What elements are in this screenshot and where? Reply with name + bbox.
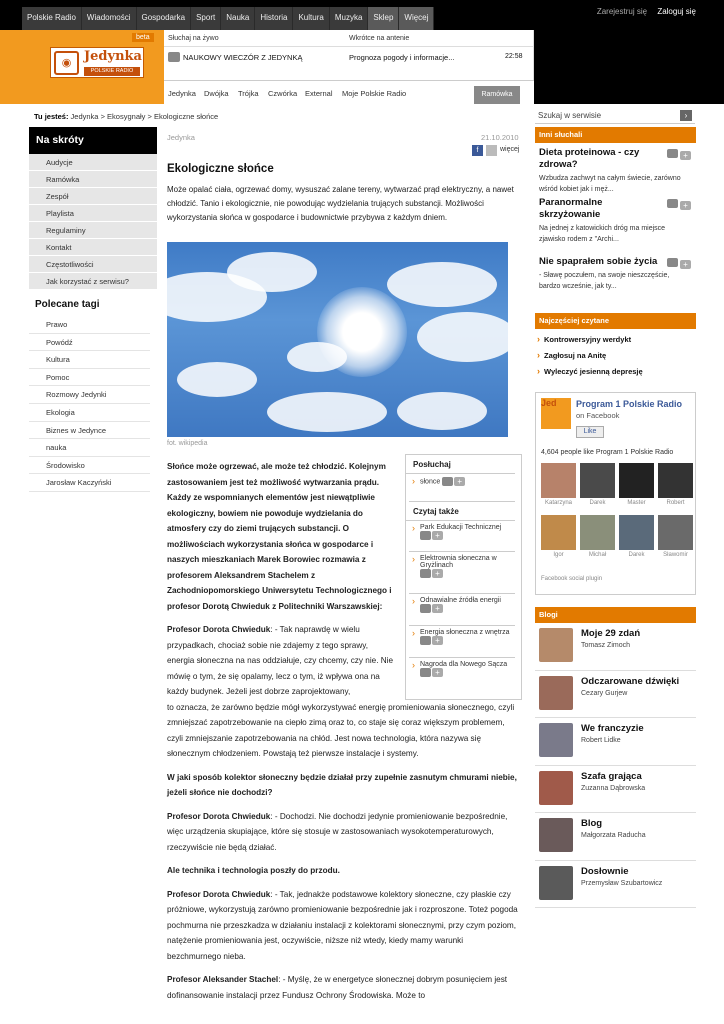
- others-item-desc: Wzbudza zachwyt na całym świecie, zarówno wśród kobiet jak i męż...: [539, 175, 681, 193]
- facebook-on: on Facebook: [576, 411, 620, 420]
- top-bar: [0, 0, 724, 30]
- next-time: 22:58: [505, 53, 523, 60]
- cloud: [267, 392, 387, 432]
- play-icon[interactable]: [442, 477, 453, 486]
- most-read-list: [535, 329, 696, 380]
- facebook-plugin-label: Facebook social plugin: [541, 576, 603, 582]
- add-icon[interactable]: +: [680, 201, 691, 210]
- fan-avatar[interactable]: [658, 515, 693, 550]
- paragraph-text: : - Dochodzi. Nie dochodzi jedynie promieniowanie bezpośrednie, więc urządzenia skupiające, które się stosuje w zastosowaniach wysokotemperaturowych, rzeczywiście nie będą działać.: [167, 811, 508, 852]
- play-icon[interactable]: [420, 668, 431, 677]
- play-icon[interactable]: [420, 636, 431, 645]
- share-bar: [472, 145, 522, 157]
- audio-item: [409, 474, 515, 502]
- add-icon[interactable]: +: [432, 531, 443, 540]
- blog-avatar: [539, 628, 573, 662]
- article-category[interactable]: Jedynka: [167, 133, 195, 142]
- blog-author: Zuzanna Dąbrowska: [581, 784, 646, 792]
- paragraph: [167, 622, 395, 700]
- breadcrumb-jedynka[interactable]: Jedynka: [70, 112, 99, 121]
- facebook-icon[interactable]: f: [472, 145, 483, 156]
- related-item: [409, 594, 515, 626]
- tag-item[interactable]: Biznes w Jedynce: [29, 422, 150, 440]
- play-icon[interactable]: [420, 604, 431, 613]
- topnav-polskie-radio[interactable]: Polskie Radio: [22, 7, 82, 30]
- related-item: [409, 626, 515, 658]
- play-icon[interactable]: [420, 531, 431, 540]
- cloud: [397, 392, 487, 430]
- blog-avatar: [539, 723, 573, 757]
- beta-badge: beta: [132, 33, 154, 42]
- paragraph: [167, 972, 519, 1003]
- topnav-wiecej[interactable]: Więcej: [399, 7, 434, 30]
- tag-item[interactable]: Jarosław Kaczyński: [29, 474, 150, 492]
- fan-name: Igor: [553, 552, 564, 558]
- blog-title[interactable]: Odczarowane dźwięki: [581, 675, 680, 687]
- most-read-item[interactable]: › Wyleczyć jesienną depresję: [535, 364, 696, 380]
- tags-list: [29, 316, 157, 492]
- paragraph-text: : - Myślę, że w energetyce słonecznej dobrym posunięciem jest dofinansowanie instalacji przez Fundusz Ochrony Środowiska. Może to: [167, 975, 508, 1000]
- coming-soon-label: Wkrótce na antenie: [349, 35, 410, 42]
- play-icon[interactable]: [667, 149, 678, 158]
- shortcut-kontakt[interactable]: Kontakt: [29, 239, 157, 256]
- related-link[interactable]: › Nagroda dla Nowego Sącza: [420, 661, 508, 668]
- tag-item[interactable]: Rozmowy Jedynki: [29, 386, 150, 404]
- question: Ale technika i technologia poszły do przodu.: [167, 866, 340, 875]
- others-listened-title: Inni słuchali: [535, 127, 696, 143]
- fan-avatar[interactable]: [580, 515, 615, 550]
- cloud: [387, 262, 497, 307]
- fan-name: Sławomir: [663, 552, 688, 558]
- read-also-title: Czytaj także: [406, 502, 515, 521]
- photo-credit: fot. wikipedia: [167, 440, 208, 447]
- subnav-czworka[interactable]: Czwórka: [268, 89, 298, 98]
- player-divider: [164, 46, 534, 47]
- others-item: [535, 193, 696, 252]
- paragraph: to oznacza, że zarówno będzie mógł wykorzystywać energię promieniowania słonecznego, czyli zmniejszać zapotrzebowanie na ciepło zimą oraz to, co staje się coraz większym problemem, czyli zmniejszanie zapotrzebowania na chłód. Jest nowa technologia, która nazywa się słonecznym chłodzeniem. Powstają też pierwsze instalacje i systemy.: [167, 702, 515, 758]
- related-link[interactable]: › Park Edukacji Technicznej: [420, 524, 502, 531]
- add-icon[interactable]: +: [680, 151, 691, 160]
- tag-item[interactable]: Środowisko: [29, 457, 150, 475]
- fan-avatar[interactable]: [619, 515, 654, 550]
- add-icon[interactable]: +: [432, 636, 443, 645]
- add-icon[interactable]: +: [432, 569, 443, 578]
- cloud: [287, 342, 347, 372]
- related-box: [405, 454, 522, 700]
- cloud: [227, 252, 317, 292]
- related-link[interactable]: › Energia słoneczna z wnętrza: [420, 629, 510, 636]
- speaker: Profesor Dorota Chwieduk: [167, 889, 271, 899]
- article-lead: Może opalać ciała, ogrzewać domy, wysuszać zalane tereny, wytwarzać prąd elektryczny, a nawet chłodzić. Tanio i ekologicznie, nie powodując wydzielania trujących substancji. Możliwości wykorzystania słońca w gospodarce i budownictwie przybywa z każdym dniem.: [167, 185, 514, 222]
- speaker: Profesor Aleksander Stachel: [167, 975, 279, 984]
- shortcut-ramowka[interactable]: Ramówka: [29, 171, 157, 188]
- shortcuts-menu: [29, 154, 157, 290]
- others-item-desc: - Sławę poczułem, na swoje nieszczęście, bardzo wcześnie, jak ty...: [539, 272, 670, 290]
- topnav-wiadomosci[interactable]: Wiadomości: [82, 7, 137, 30]
- article-date: 21.10.2010: [481, 133, 519, 142]
- cloud: [417, 312, 508, 362]
- next-program[interactable]: Prognoza pogody i informacje...: [349, 53, 455, 62]
- blog-title[interactable]: Blog: [581, 818, 603, 829]
- search-box: [535, 108, 695, 124]
- facebook-box: [535, 392, 696, 595]
- blog-avatar: [539, 818, 573, 852]
- fan-avatar[interactable]: [541, 515, 576, 550]
- audio-controls: [667, 258, 691, 269]
- most-read-item[interactable]: › Kontrowersyjny werdykt: [535, 332, 696, 348]
- subnav-external[interactable]: External: [305, 89, 333, 98]
- others-item-title[interactable]: Nie spaprałem sobie życia: [539, 256, 658, 267]
- topnav-muzyka[interactable]: Muzyka: [330, 7, 369, 30]
- blog-author: Robert Lidke: [581, 737, 621, 744]
- facebook-page-name[interactable]: [576, 399, 691, 421]
- most-read-title: Najczęściej czytane: [535, 313, 696, 329]
- fan-name: Robert: [666, 500, 685, 506]
- search-input[interactable]: Szukaj w serwisie: [538, 111, 602, 120]
- add-icon[interactable]: +: [432, 668, 443, 677]
- speaker: Profesor Dorota Chwieduk: [167, 811, 271, 821]
- like-button[interactable]: Like: [576, 426, 604, 438]
- subnav-moje-polskie-radio[interactable]: Moje Polskie Radio: [342, 89, 407, 98]
- breadcrumb-ekosygnaly[interactable]: Ekosygnały: [107, 112, 146, 121]
- blog-author: Przemysław Szubartowicz: [581, 879, 663, 887]
- tag-item[interactable]: Pomoc: [29, 369, 150, 387]
- play-icon[interactable]: [667, 199, 678, 208]
- shortcut-regulaminy[interactable]: Regulaminy: [29, 222, 157, 239]
- topnav-sklep[interactable]: Sklep: [368, 7, 399, 30]
- mail-icon[interactable]: [486, 145, 497, 156]
- shortcut-audycje[interactable]: Audycje: [29, 154, 157, 171]
- related-item: [409, 521, 515, 552]
- tags-title: Polecane tagi: [35, 299, 100, 310]
- topnav-nauka[interactable]: Nauka: [221, 7, 255, 30]
- fan-name: Michał: [588, 552, 607, 558]
- blog-author: Cezary Gurjew: [581, 689, 628, 697]
- blog-title[interactable]: Moje 29 zdań: [581, 628, 641, 639]
- logo-block: [0, 30, 164, 104]
- subnav-trojka[interactable]: Trójka: [238, 89, 259, 98]
- paragraph-text: : - Tak naprawdę w wielu przypadkach, chociaż sobie nie zdajemy z tego sprawy, energia słoneczna na nas oddziałuje, czy chcemy, czy nie. Nie mówię o tym, że się opalamy, lecz o tym, iż wpływa ona na każdy budynek. Jeżeli jest dobrze zaprojektowany,: [167, 625, 394, 696]
- right-sidebar: [535, 127, 696, 887]
- topnav-kultura[interactable]: Kultura: [293, 7, 329, 30]
- others-item: [535, 252, 696, 313]
- listen-live-label: Słuchaj na żywo: [168, 35, 219, 42]
- related-item: [409, 658, 515, 690]
- facebook-page-title[interactable]: Program 1 Polskie Radio: [576, 399, 683, 409]
- add-icon[interactable]: +: [454, 477, 465, 486]
- paragraph: [167, 887, 519, 965]
- topnav-gospodarka[interactable]: Gospodarka: [137, 7, 192, 30]
- others-item-title[interactable]: Paranormalne skrzyżowanie: [539, 197, 603, 220]
- radio-logo-icon: ◉: [54, 51, 79, 75]
- more-link[interactable]: więcej: [500, 146, 520, 153]
- blog-avatar: [539, 866, 573, 900]
- tag-item[interactable]: Powódź: [29, 334, 150, 352]
- register-link[interactable]: Zarejestruj się: [596, 7, 648, 16]
- blog-title[interactable]: Dosłownie: [581, 865, 629, 877]
- subnav-jedynka[interactable]: Jedynka: [168, 89, 196, 98]
- play-icon[interactable]: [420, 569, 431, 578]
- shortcut-czestotliwosci[interactable]: Częstotliwości: [29, 256, 157, 273]
- audio-controls: [667, 199, 691, 210]
- breadcrumb: Tu jesteś: Jedynka > Ekosygnały > Ekologiczne słońce: [34, 112, 219, 121]
- login-link[interactable]: Zaloguj się: [657, 7, 696, 16]
- paragraph-text: : - Tak, jednakże podstawowe kolektory słoneczne, czy płaskie czy próżniowe, wykorzystują zarówno promieniowanie bezpośrednie jak i rozproszone. Toteż pogoda pochmurna nie przeszkadza w działaniu instalacji z kolektorami słonecznymi, przy czym poziom, natężenie promieniowania jest, oczywiście, niższe niż wtedy, kiedy mamy warunki bezchmurnego nieba.: [167, 889, 518, 961]
- listen-title: Posłuchaj: [406, 455, 515, 474]
- ramowka-button[interactable]: Ramówka: [474, 86, 520, 104]
- blog-item[interactable]: [535, 623, 696, 671]
- fan-name: Katarzyna: [544, 500, 572, 506]
- blog-item[interactable]: [535, 861, 696, 909]
- shortcuts-title: Na skróty: [29, 127, 157, 154]
- shortcut-zespol[interactable]: Zespół: [29, 188, 157, 205]
- add-icon[interactable]: +: [432, 604, 443, 613]
- fan-avatar[interactable]: [619, 463, 654, 498]
- audio-title[interactable]: słonce: [420, 478, 441, 486]
- auth-links: [589, 7, 696, 16]
- cloud: [177, 362, 257, 397]
- others-item: [535, 143, 696, 193]
- topnav-sport[interactable]: Sport: [191, 7, 221, 30]
- search-button[interactable]: ›: [680, 110, 692, 121]
- speaker: Profesor Dorota Chwieduk: [167, 625, 271, 634]
- related-item: [409, 552, 515, 594]
- question: W jaki sposób kolektor słoneczny będzie działał przy zupełnie zasnutym chmurami niebie, jeżeli słońce nie dochodzi?: [167, 772, 517, 797]
- left-sidebar: [29, 127, 157, 492]
- speaker-icon[interactable]: [168, 52, 180, 62]
- others-item-desc: Na jednej z katowickich dróg ma miejsce zjawisko rodem z "Archi...: [539, 225, 666, 243]
- blog-avatar: [539, 676, 573, 710]
- breadcrumb-current: Ekologiczne słońce: [153, 112, 219, 121]
- blog-author: Tomasz Zimoch: [581, 642, 631, 649]
- paragraph: [167, 809, 519, 856]
- audio-controls: [667, 149, 691, 160]
- blog-avatar: [539, 771, 573, 805]
- blog-item[interactable]: [535, 718, 696, 766]
- tag-item[interactable]: Prawo: [29, 316, 150, 334]
- shortcut-playlista[interactable]: Playlista: [29, 205, 157, 222]
- article-photo: [167, 242, 508, 437]
- blog-item[interactable]: [535, 671, 696, 719]
- add-icon[interactable]: +: [680, 260, 691, 269]
- blog-item[interactable]: [535, 766, 696, 814]
- logo-name: Jedynka: [84, 49, 142, 64]
- fan-avatar[interactable]: [580, 463, 615, 498]
- fan-name: Darek: [589, 500, 606, 506]
- breadcrumb-label: Tu jesteś:: [34, 112, 69, 121]
- related-link[interactable]: › Odnawialne źródła energii: [420, 597, 501, 604]
- blogs: [535, 607, 696, 908]
- tag-item[interactable]: Kultura: [29, 351, 150, 369]
- fan-name: Darek: [628, 552, 645, 558]
- blog-author: Małgorzata Raducha: [581, 832, 646, 839]
- most-read-item[interactable]: › Zagłosuj na Anitę: [535, 348, 696, 364]
- facebook-page-logo[interactable]: Jed: [541, 398, 571, 429]
- tag-item[interactable]: Ekologia: [29, 404, 150, 422]
- related-link[interactable]: › Elektrownia słoneczna w Gryżlinach: [420, 555, 497, 569]
- blogs-title: Blogi: [535, 607, 696, 623]
- blog-title[interactable]: Szafa grająca: [581, 770, 642, 782]
- now-playing[interactable]: NAUKOWY WIECZÓR Z JEDYNKĄ: [183, 53, 303, 62]
- article-intro: Słońce może ogrzewać, ale może też chłodzić. Kolejnym zastosowaniem jest też możliwość wytwarzania prądu. Każdy ze wspomnianych elementów jest niewątpliwie ekologiczny, bowiem nie powoduje wydzielania do atmosfery czy do ziemi trujących substancji. O możliwościach wykorzystania słońca w gospodarce i naszych mieszkaniach Marek Borowiec rozmawia z profesorem Aleksandrem Stachelem z Zachodniopomorskiego Uniwersytetu Technologicznego i profesor Dorotą Chwieduk z Politechniki Warszawskiej:: [167, 462, 392, 611]
- logo-subtitle: POLSKIE RADIO: [84, 67, 140, 76]
- topnav-historia[interactable]: Historia: [255, 7, 293, 30]
- top-navigation: [22, 7, 434, 30]
- fan-avatar[interactable]: [658, 463, 693, 498]
- jedynka-logo[interactable]: [50, 47, 144, 78]
- article-title: Ekologiczne słońce: [167, 163, 274, 175]
- blog-item[interactable]: [535, 813, 696, 861]
- others-item-title[interactable]: Dieta proteinowa - czy zdrowa?: [539, 147, 640, 170]
- fan-name: Master: [627, 500, 646, 506]
- header: [0, 30, 724, 104]
- shortcut-help[interactable]: Jak korzystać z serwisu?: [29, 273, 157, 290]
- blog-title[interactable]: We franczyzie: [581, 723, 644, 734]
- play-icon[interactable]: [667, 258, 678, 267]
- fan-avatar[interactable]: [541, 463, 576, 498]
- live-player: [164, 30, 534, 80]
- tag-item[interactable]: nauka: [29, 439, 150, 457]
- subnav-dwojka[interactable]: Dwójka: [204, 89, 229, 98]
- like-count: 4,604 people like Program 1 Polskie Radio: [541, 449, 674, 456]
